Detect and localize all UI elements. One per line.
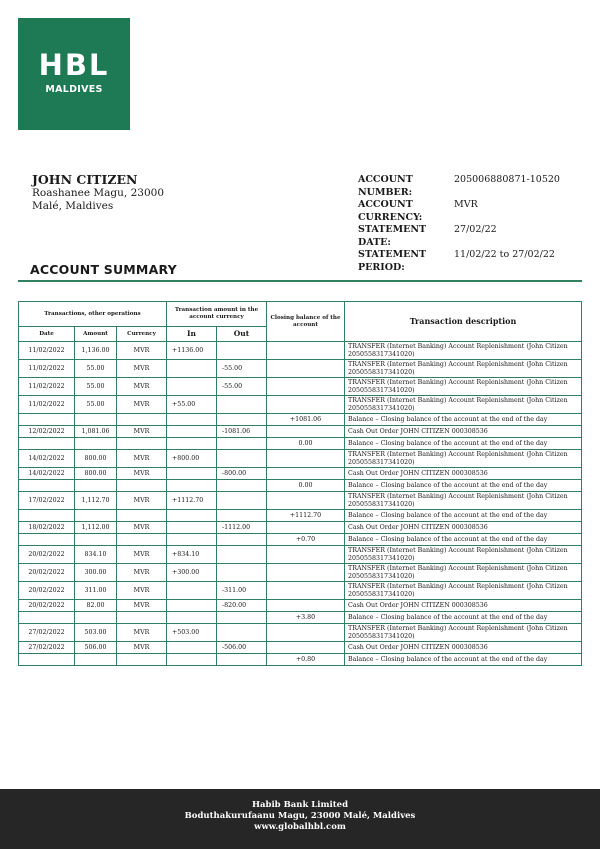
section-divider bbox=[18, 280, 582, 282]
row-in bbox=[167, 378, 217, 396]
row-amount: 55.00 bbox=[75, 360, 117, 378]
row-description: Balance – Closing balance of the account at the end of the day bbox=[345, 654, 582, 666]
header-amount: Amount bbox=[75, 327, 117, 342]
row-in: +1112.70 bbox=[167, 492, 217, 510]
row-currency: MVR bbox=[117, 426, 167, 438]
row-amount bbox=[75, 438, 117, 450]
row-out bbox=[217, 546, 267, 564]
row-closing bbox=[267, 492, 345, 510]
row-in bbox=[167, 414, 217, 426]
row-date: 11/02/2022 bbox=[19, 342, 75, 360]
row-out bbox=[217, 612, 267, 624]
row-closing: +3.80 bbox=[267, 612, 345, 624]
row-description: Balance – Closing balance of the account at the end of the day bbox=[345, 438, 582, 450]
row-date: 12/02/2022 bbox=[19, 426, 75, 438]
row-date bbox=[19, 534, 75, 546]
account-number: 205006880871-10520 bbox=[454, 174, 560, 185]
row-in bbox=[167, 468, 217, 480]
row-out bbox=[217, 654, 267, 666]
row-amount: 311.00 bbox=[75, 582, 117, 600]
row-out bbox=[217, 624, 267, 642]
row-description: Cash Out Order JOHN CITIZEN 000308536 bbox=[345, 642, 582, 654]
row-in bbox=[167, 426, 217, 438]
row-date bbox=[19, 438, 75, 450]
row-description: Cash Out Order JOHN CITIZEN 000308536 bbox=[345, 426, 582, 438]
table-row bbox=[19, 654, 582, 666]
row-currency: MVR bbox=[117, 396, 167, 414]
row-description: TRANSFER (Internet Banking) Account Replenishment (John Citizen 2050558317341020) bbox=[345, 378, 582, 396]
account-number-label: ACCOUNT NUMBER: bbox=[358, 174, 413, 198]
row-currency: MVR bbox=[117, 624, 167, 642]
table-row bbox=[19, 600, 582, 612]
row-out: -311.00 bbox=[217, 582, 267, 600]
row-description: TRANSFER (Internet Banking) Account Replenishment (John Citizen 2050558317341020) bbox=[345, 546, 582, 564]
row-out bbox=[217, 534, 267, 546]
row-description: TRANSFER (Internet Banking) Account Replenishment (John Citizen 2050558317341020) bbox=[345, 492, 582, 510]
row-amount: 82.00 bbox=[75, 600, 117, 612]
row-out bbox=[217, 450, 267, 468]
header-operations-group: Transactions, other operations bbox=[19, 302, 167, 327]
table-row bbox=[19, 426, 582, 438]
row-closing bbox=[267, 450, 345, 468]
row-amount bbox=[75, 414, 117, 426]
row-in bbox=[167, 582, 217, 600]
row-in: +834.10 bbox=[167, 546, 217, 564]
row-out: -820.00 bbox=[217, 600, 267, 612]
table-row bbox=[19, 510, 582, 522]
table-row bbox=[19, 582, 582, 600]
footer bbox=[0, 789, 600, 849]
logo-subtitle: MALDIVES bbox=[45, 84, 103, 95]
row-date: 20/02/2022 bbox=[19, 600, 75, 612]
row-closing bbox=[267, 426, 345, 438]
row-currency: MVR bbox=[117, 468, 167, 480]
table-row bbox=[19, 624, 582, 642]
row-out: -800.00 bbox=[217, 468, 267, 480]
account-currency: MVR bbox=[454, 199, 478, 210]
row-closing: +0.80 bbox=[267, 654, 345, 666]
row-currency: MVR bbox=[117, 450, 167, 468]
account-currency-label: ACCOUNT CURRENCY: bbox=[358, 199, 423, 223]
row-description: Balance – Closing balance of the account at the end of the day bbox=[345, 414, 582, 426]
transactions-body bbox=[19, 342, 582, 666]
row-closing bbox=[267, 642, 345, 654]
row-out bbox=[217, 414, 267, 426]
row-closing bbox=[267, 624, 345, 642]
table-row bbox=[19, 534, 582, 546]
row-currency bbox=[117, 414, 167, 426]
row-date: 18/02/2022 bbox=[19, 522, 75, 534]
row-closing: 0.00 bbox=[267, 438, 345, 450]
row-out: -1112.00 bbox=[217, 522, 267, 534]
row-out bbox=[217, 510, 267, 522]
row-out: -1081.06 bbox=[217, 426, 267, 438]
row-description: TRANSFER (Internet Banking) Account Replenishment (John Citizen 2050558317341020) bbox=[345, 624, 582, 642]
table-row bbox=[19, 360, 582, 378]
row-description: TRANSFER (Internet Banking) Account Replenishment (John Citizen 2050558317341020) bbox=[345, 564, 582, 582]
row-currency: MVR bbox=[117, 582, 167, 600]
footer-bank-name: Habib Bank Limited bbox=[251, 800, 349, 810]
row-description: TRANSFER (Internet Banking) Account Replenishment (John Citizen 2050558317341020) bbox=[345, 360, 582, 378]
row-date bbox=[19, 480, 75, 492]
row-amount: 1,112.70 bbox=[75, 492, 117, 510]
table-row bbox=[19, 522, 582, 534]
row-amount: 55.00 bbox=[75, 396, 117, 414]
header-amount-group: Transaction amount in the account currency bbox=[167, 302, 267, 327]
header-out: Out bbox=[217, 327, 267, 342]
statement-period-row bbox=[358, 249, 560, 274]
row-out: -55.00 bbox=[217, 360, 267, 378]
row-currency: MVR bbox=[117, 378, 167, 396]
row-amount: 1,112.00 bbox=[75, 522, 117, 534]
row-closing: +0.70 bbox=[267, 534, 345, 546]
row-amount: 800.00 bbox=[75, 450, 117, 468]
row-in bbox=[167, 654, 217, 666]
row-currency: MVR bbox=[117, 360, 167, 378]
row-description: Cash Out Order JOHN CITIZEN 000308536 bbox=[345, 522, 582, 534]
row-in bbox=[167, 360, 217, 378]
hbl-logo bbox=[18, 18, 130, 130]
row-date: 11/02/2022 bbox=[19, 378, 75, 396]
row-description: TRANSFER (Internet Banking) Account Replenishment (John Citizen 2050558317341020) bbox=[345, 450, 582, 468]
row-date: 27/02/2022 bbox=[19, 624, 75, 642]
row-currency bbox=[117, 612, 167, 624]
row-in: +1136.00 bbox=[167, 342, 217, 360]
table-row bbox=[19, 438, 582, 450]
row-description: Cash Out Order JOHN CITIZEN 000308536 bbox=[345, 600, 582, 612]
row-amount bbox=[75, 654, 117, 666]
row-closing bbox=[267, 600, 345, 612]
row-date: 17/02/2022 bbox=[19, 492, 75, 510]
footer-address: Boduthakurufaanu Magu, 23000 Malé, Maldives bbox=[184, 811, 416, 821]
row-amount: 1,136.00 bbox=[75, 342, 117, 360]
row-closing bbox=[267, 522, 345, 534]
row-description: Balance – Closing balance of the account at the end of the day bbox=[345, 510, 582, 522]
row-date bbox=[19, 612, 75, 624]
row-currency: MVR bbox=[117, 342, 167, 360]
row-out bbox=[217, 438, 267, 450]
row-amount: 834.10 bbox=[75, 546, 117, 564]
row-description: Balance – Closing balance of the account at the end of the day bbox=[345, 534, 582, 546]
table-row bbox=[19, 480, 582, 492]
row-closing bbox=[267, 564, 345, 582]
account-number-row bbox=[358, 174, 560, 199]
table-row bbox=[19, 492, 582, 510]
row-in: +300.00 bbox=[167, 564, 217, 582]
row-amount: 1,081.06 bbox=[75, 426, 117, 438]
row-description: TRANSFER (Internet Banking) Account Replenishment (John Citizen 2050558317341020) bbox=[345, 582, 582, 600]
row-closing: 0.00 bbox=[267, 480, 345, 492]
account-info bbox=[358, 174, 560, 274]
row-in: +55.00 bbox=[167, 396, 217, 414]
table-row bbox=[19, 546, 582, 564]
table-row bbox=[19, 378, 582, 396]
row-in bbox=[167, 480, 217, 492]
row-in bbox=[167, 522, 217, 534]
row-amount bbox=[75, 510, 117, 522]
row-amount: 503.00 bbox=[75, 624, 117, 642]
table-row bbox=[19, 468, 582, 480]
statement-date-label: STATEMENT DATE: bbox=[358, 224, 427, 248]
row-in: +800.00 bbox=[167, 450, 217, 468]
footer-website[interactable]: www.globalhbl.com bbox=[254, 822, 346, 832]
row-currency bbox=[117, 438, 167, 450]
row-date: 11/02/2022 bbox=[19, 396, 75, 414]
statement-period-label: STATEMENT PERIOD: bbox=[358, 249, 427, 273]
row-description: Balance – Closing balance of the account at the end of the day bbox=[345, 612, 582, 624]
row-date: 20/02/2022 bbox=[19, 546, 75, 564]
row-description: Cash Out Order JOHN CITIZEN 000308536 bbox=[345, 468, 582, 480]
header-closing-balance: Closing balance of the account bbox=[267, 302, 345, 342]
customer-address-line2: Malé, Maldives bbox=[32, 200, 114, 212]
row-description: TRANSFER (Internet Banking) Account Replenishment (John Citizen 2050558317341020) bbox=[345, 396, 582, 414]
row-out bbox=[217, 342, 267, 360]
row-currency bbox=[117, 480, 167, 492]
table-row bbox=[19, 342, 582, 360]
row-in bbox=[167, 642, 217, 654]
row-currency bbox=[117, 654, 167, 666]
row-currency bbox=[117, 510, 167, 522]
statement-date-row bbox=[358, 224, 560, 249]
row-closing bbox=[267, 468, 345, 480]
row-currency bbox=[117, 534, 167, 546]
row-closing bbox=[267, 360, 345, 378]
row-out bbox=[217, 564, 267, 582]
row-currency: MVR bbox=[117, 546, 167, 564]
row-currency: MVR bbox=[117, 564, 167, 582]
row-amount bbox=[75, 534, 117, 546]
row-date: 14/02/2022 bbox=[19, 468, 75, 480]
statement-date: 27/02/22 bbox=[454, 224, 497, 235]
customer-address-line1: Roashanee Magu, 23000 bbox=[32, 187, 164, 199]
row-closing bbox=[267, 396, 345, 414]
row-closing bbox=[267, 582, 345, 600]
table-row bbox=[19, 564, 582, 582]
row-description: Balance – Closing balance of the account at the end of the day bbox=[345, 480, 582, 492]
account-summary-title: ACCOUNT SUMMARY bbox=[30, 262, 177, 277]
row-date: 27/02/2022 bbox=[19, 642, 75, 654]
logo-brand: HBL bbox=[38, 48, 110, 82]
row-out bbox=[217, 480, 267, 492]
row-date bbox=[19, 510, 75, 522]
table-row bbox=[19, 396, 582, 414]
row-in: +503.00 bbox=[167, 624, 217, 642]
row-currency: MVR bbox=[117, 642, 167, 654]
row-amount: 800.00 bbox=[75, 468, 117, 480]
header-in: In bbox=[167, 327, 217, 342]
statement-period: 11/02/22 to 27/02/22 bbox=[454, 249, 555, 260]
row-amount bbox=[75, 612, 117, 624]
row-in bbox=[167, 534, 217, 546]
row-in bbox=[167, 510, 217, 522]
account-currency-row bbox=[358, 199, 560, 224]
row-amount: 300.00 bbox=[75, 564, 117, 582]
row-date: 20/02/2022 bbox=[19, 582, 75, 600]
header-date: Date bbox=[19, 327, 75, 342]
row-date: 14/02/2022 bbox=[19, 450, 75, 468]
row-closing bbox=[267, 342, 345, 360]
row-closing: +1112.70 bbox=[267, 510, 345, 522]
customer-block bbox=[32, 172, 164, 213]
header-description: Transaction description bbox=[345, 302, 582, 342]
row-closing: +1081.06 bbox=[267, 414, 345, 426]
row-amount: 506.00 bbox=[75, 642, 117, 654]
table-row bbox=[19, 612, 582, 624]
row-out bbox=[217, 492, 267, 510]
row-date: 11/02/2022 bbox=[19, 360, 75, 378]
row-in bbox=[167, 600, 217, 612]
row-closing bbox=[267, 378, 345, 396]
customer-name: JOHN CITIZEN bbox=[32, 172, 138, 187]
row-out: -506.00 bbox=[217, 642, 267, 654]
row-date bbox=[19, 654, 75, 666]
table-row bbox=[19, 414, 582, 426]
row-date bbox=[19, 414, 75, 426]
row-date: 20/02/2022 bbox=[19, 564, 75, 582]
table-row bbox=[19, 450, 582, 468]
table-row bbox=[19, 642, 582, 654]
row-out: -55.00 bbox=[217, 378, 267, 396]
row-currency: MVR bbox=[117, 492, 167, 510]
row-in bbox=[167, 438, 217, 450]
row-amount bbox=[75, 480, 117, 492]
row-currency: MVR bbox=[117, 522, 167, 534]
row-in bbox=[167, 612, 217, 624]
row-closing bbox=[267, 546, 345, 564]
row-out bbox=[217, 396, 267, 414]
row-currency: MVR bbox=[117, 600, 167, 612]
transactions-table bbox=[18, 301, 582, 666]
row-description: TRANSFER (Internet Banking) Account Replenishment (John Citizen 2050558317341020) bbox=[345, 342, 582, 360]
header-currency: Currency bbox=[117, 327, 167, 342]
row-amount: 55.00 bbox=[75, 378, 117, 396]
